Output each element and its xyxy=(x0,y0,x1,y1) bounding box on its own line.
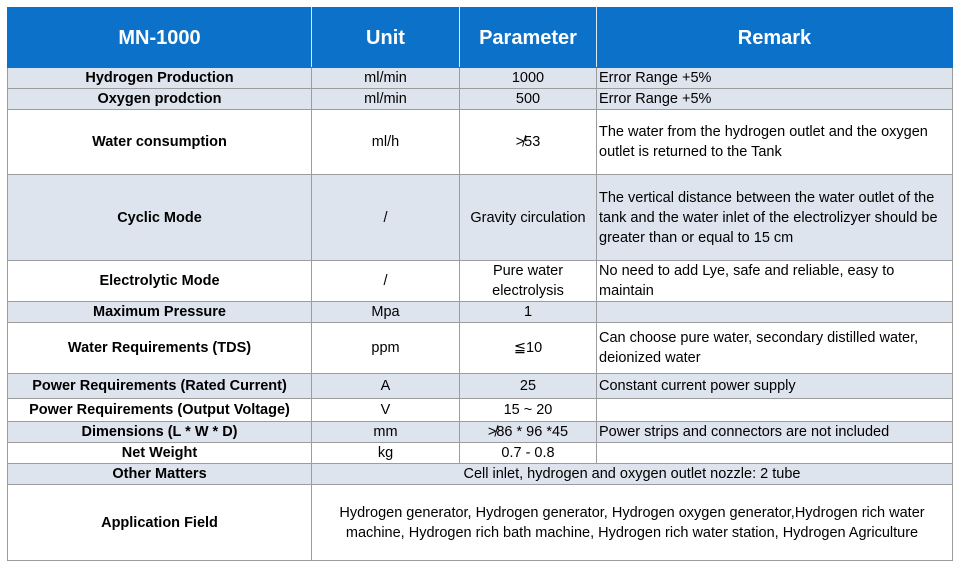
row-remark: No need to add Lye, safe and reliable, easy to maintain xyxy=(597,261,953,302)
row-unit: ml/min xyxy=(312,89,460,110)
table-row xyxy=(8,302,953,323)
row-unit: A xyxy=(312,374,460,399)
header-row xyxy=(8,8,953,68)
row-remark: Power strips and connectors are not included xyxy=(597,422,953,443)
row-name: Water consumption xyxy=(8,110,312,175)
table-row xyxy=(8,422,953,443)
row-span-value: Hydrogen generator, Hydrogen generator, Hydrogen oxygen generator,Hydrogen rich water machine, Hydrogen rich bath machine, Hydrogen rich water station, Hydrogen Agriculture xyxy=(312,485,953,561)
spec-table xyxy=(7,7,953,561)
row-parameter: 1 xyxy=(460,302,597,323)
table-row xyxy=(8,175,953,261)
row-name: Maximum Pressure xyxy=(8,302,312,323)
table-row xyxy=(8,89,953,110)
row-name: Net Weight xyxy=(8,443,312,464)
row-parameter: 25 xyxy=(460,374,597,399)
row-name: Power Requirements (Rated Current) xyxy=(8,374,312,399)
row-unit: / xyxy=(312,175,460,261)
row-parameter: 500 xyxy=(460,89,597,110)
row-unit: mm xyxy=(312,422,460,443)
table-row xyxy=(8,443,953,464)
row-name: Power Requirements (Output Voltage) xyxy=(8,399,312,422)
row-span-value: Cell inlet, hydrogen and oxygen outlet nozzle: 2 tube xyxy=(312,464,953,485)
table-row xyxy=(8,464,953,485)
table-row xyxy=(8,261,953,302)
row-name: Hydrogen Production xyxy=(8,68,312,89)
row-name: Cyclic Mode xyxy=(8,175,312,261)
table-row xyxy=(8,110,953,175)
table-row xyxy=(8,323,953,374)
row-remark: The vertical distance between the water outlet of the tank and the water inlet of the electrolizyer should be greater than or equal to 15 cm xyxy=(597,175,953,261)
row-parameter: 15 ~ 20 xyxy=(460,399,597,422)
row-name: Application Field xyxy=(8,485,312,561)
row-name: Electrolytic Mode xyxy=(8,261,312,302)
row-name: Oxygen prodction xyxy=(8,89,312,110)
row-name: Dimensions (L * W * D) xyxy=(8,422,312,443)
row-remark: The water from the hydrogen outlet and the oxygen outlet is returned to the Tank xyxy=(597,110,953,175)
row-unit: ml/min xyxy=(312,68,460,89)
row-unit: V xyxy=(312,399,460,422)
header-model: MN-1000 xyxy=(8,8,312,68)
header-parameter: Parameter xyxy=(460,8,597,68)
row-unit: Mpa xyxy=(312,302,460,323)
row-remark: Can choose pure water, secondary distilled water, deionized water xyxy=(597,323,953,374)
row-remark: Error Range +5% xyxy=(597,89,953,110)
row-unit: / xyxy=(312,261,460,302)
row-remark xyxy=(597,302,953,323)
row-remark: Constant current power supply xyxy=(597,374,953,399)
row-parameter: Gravity circulation xyxy=(460,175,597,261)
row-parameter: ≯53 xyxy=(460,110,597,175)
row-name: Other Matters xyxy=(8,464,312,485)
row-parameter: 1000 xyxy=(460,68,597,89)
row-parameter: ≦10 xyxy=(460,323,597,374)
row-name: Water Requirements (TDS) xyxy=(8,323,312,374)
row-parameter: ≯86 * 96 *45 xyxy=(460,422,597,443)
table-row xyxy=(8,374,953,399)
row-parameter: 0.7 - 0.8 xyxy=(460,443,597,464)
row-remark xyxy=(597,399,953,422)
row-remark xyxy=(597,443,953,464)
header-unit: Unit xyxy=(312,8,460,68)
table-row xyxy=(8,68,953,89)
row-unit: kg xyxy=(312,443,460,464)
row-unit: ml/h xyxy=(312,110,460,175)
row-parameter: Pure water electrolysis xyxy=(460,261,597,302)
header-remark: Remark xyxy=(597,8,953,68)
row-remark: Error Range +5% xyxy=(597,68,953,89)
table-row xyxy=(8,485,953,561)
table-row xyxy=(8,399,953,422)
row-unit: ppm xyxy=(312,323,460,374)
